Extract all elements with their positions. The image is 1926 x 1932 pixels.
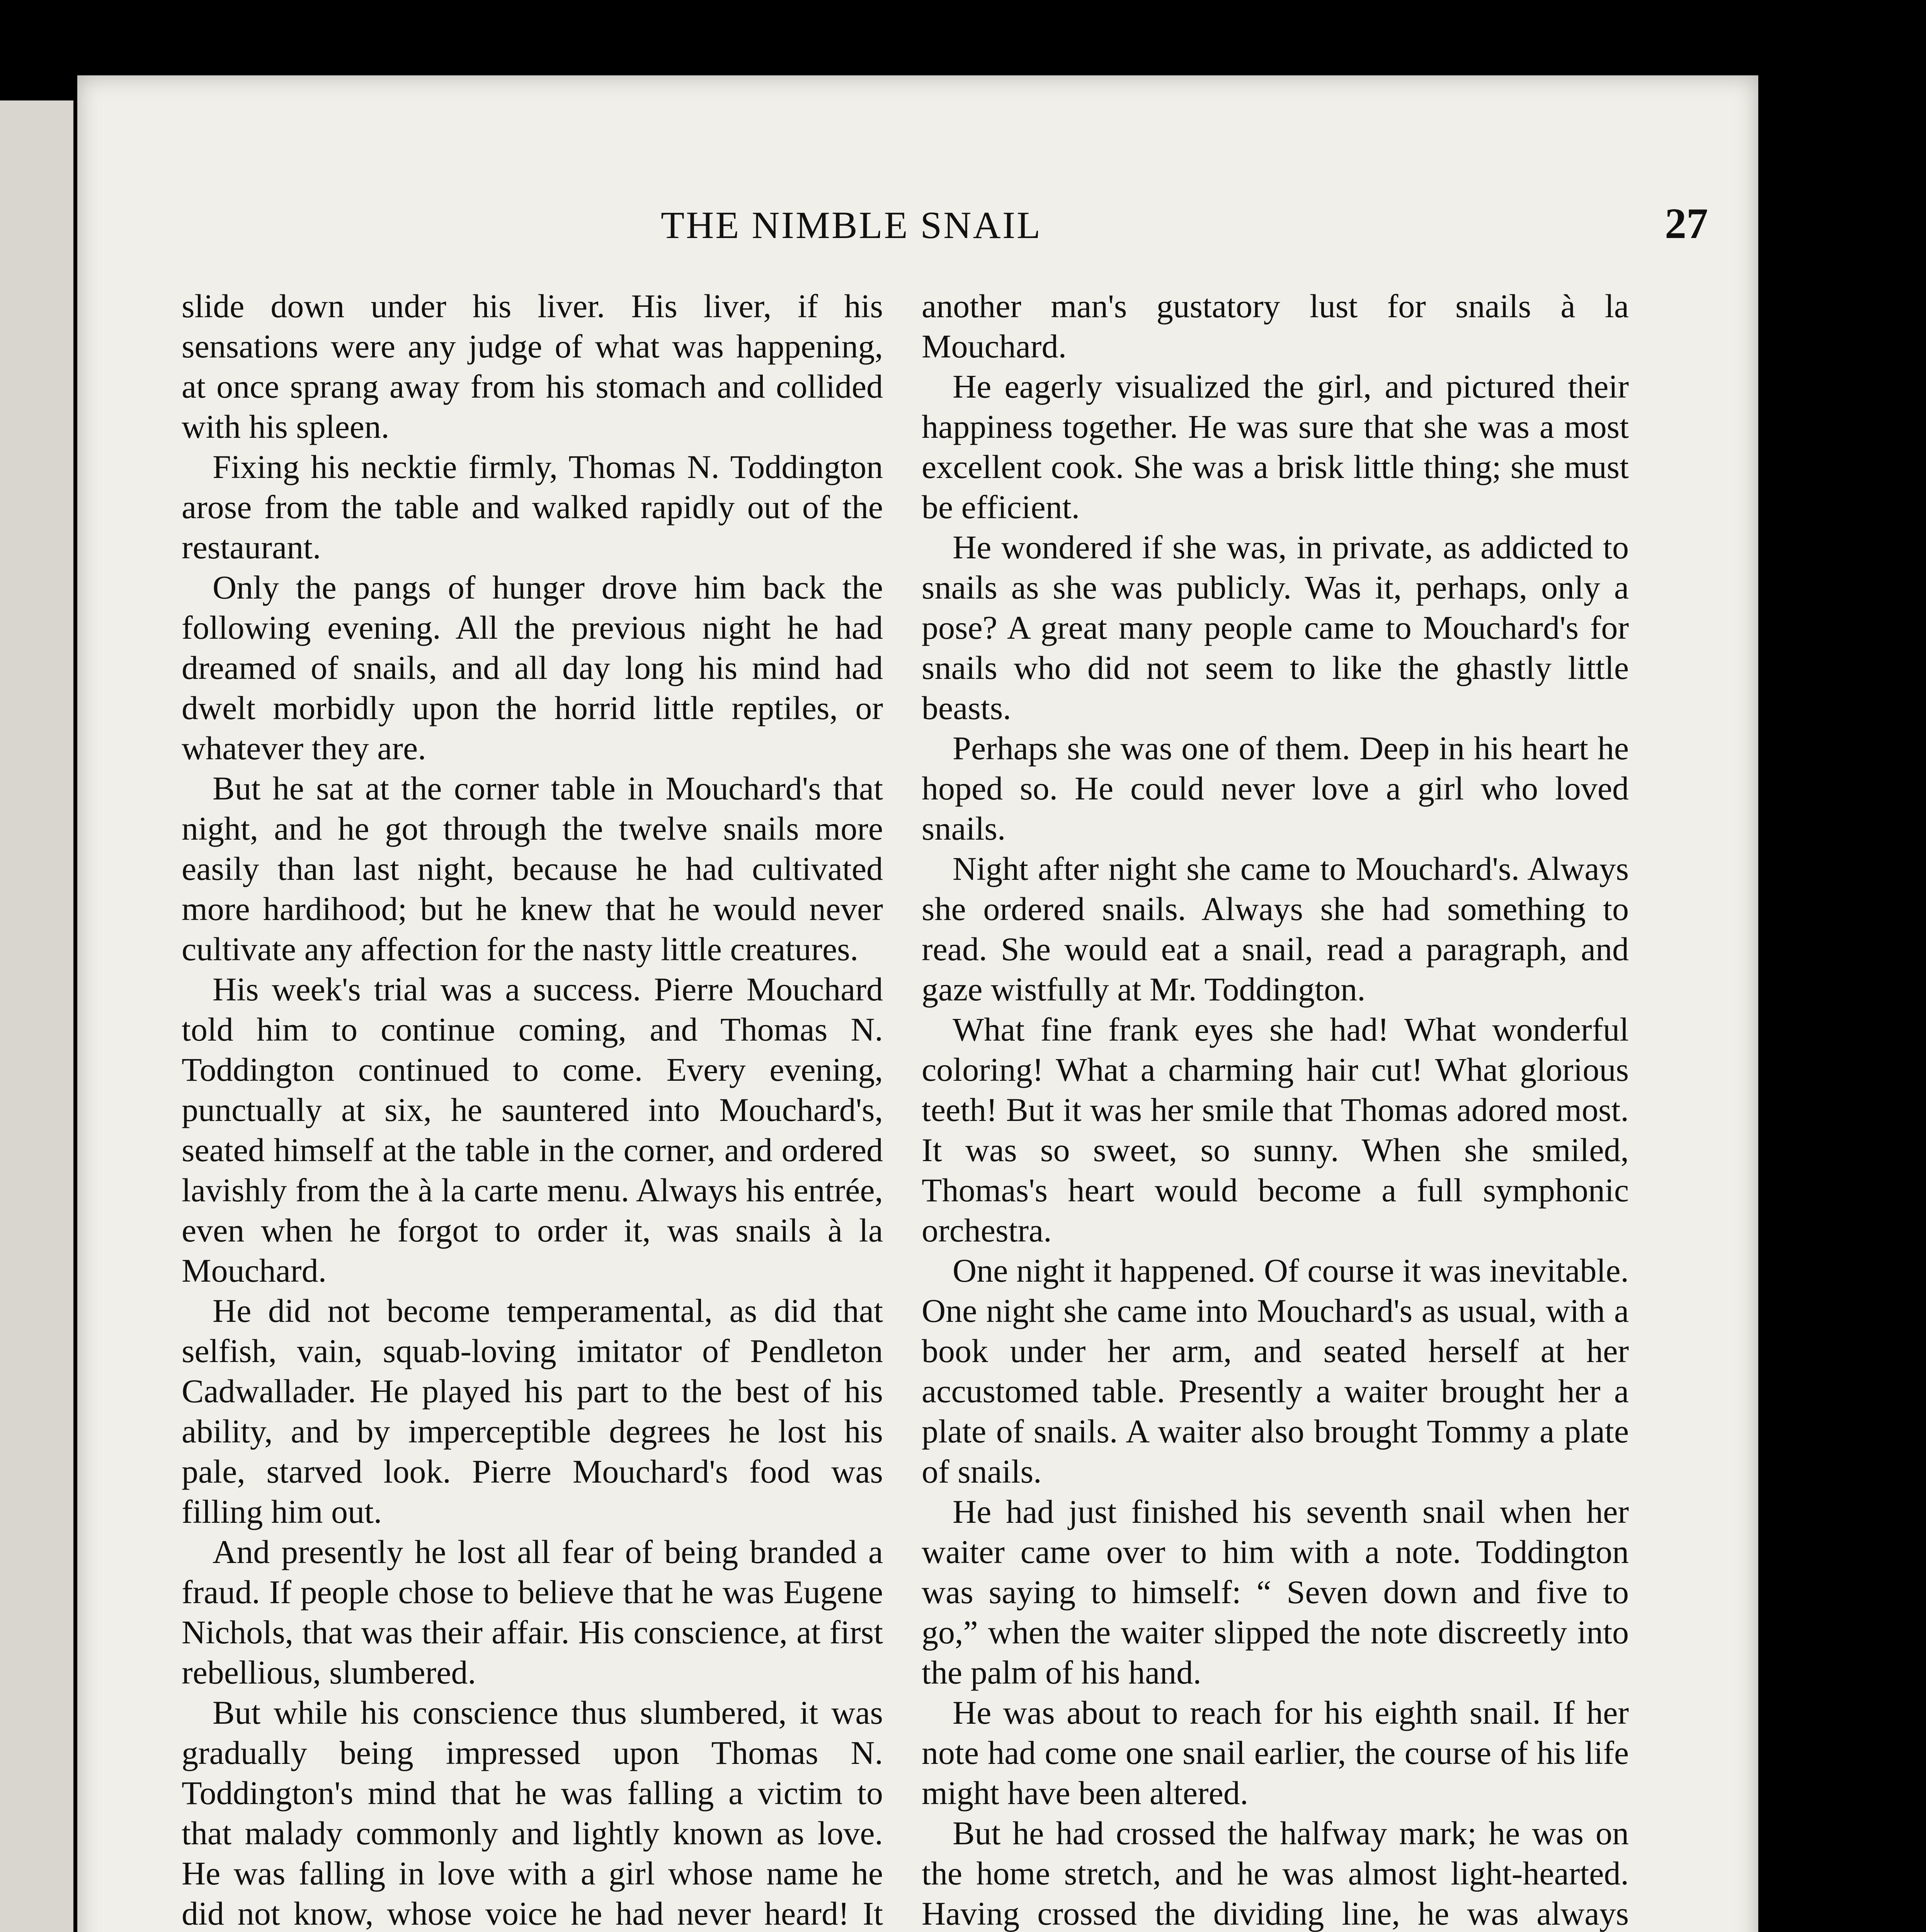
paragraph: slide down under his liver. His liver, if his sensations were any judge of what was happening, at once sprang away from his stomach and collided with his spleen. xyxy=(182,287,883,445)
paragraph: But while his conscience thus slumbered, it was gradually being impressed upon Thomas N. Toddington's mind that he was falling a victim to that malady commonly and lightly known as love. He was falling in love with a girl whose name he did not know, whose voice he had never heard! It xyxy=(182,1694,883,1932)
paragraph: Fixing his necktie firmly, Thomas N. Toddington arose from the table and walked rapidly out of the restaurant. xyxy=(182,448,883,566)
running-title: THE NIMBLE SNAIL xyxy=(661,204,1042,247)
paragraph: His week's trial was a success. Pierre Mouchard told him to continue coming, and Thomas N. Toddington continued to come. Every evening, punctually at six, he sauntered into Mouchard's, seated himself at the table in the corner, and ordered lavishly from the à la carte menu. Always his entrée, even when he forgot to order it, was snails à la Mouchard. xyxy=(182,971,883,1289)
paragraph: He wondered if she was, in private, as addicted to snails as she was publicly. Was it, perhaps, only a pose? A great many people came to Mouchard's for snails who did not seem to like the ghastly little beasts. xyxy=(922,529,1629,726)
paragraph: He was about to reach for his eighth snail. If her note had come one snail earlier, the course of his life might have been altered. xyxy=(922,1694,1629,1811)
page-header xyxy=(77,200,1758,265)
paragraph: another man's gustatory lust for snails à la Mouchard. xyxy=(922,287,1629,365)
paragraph: One night it happened. Of course it was inevitable. One night she came into Mouchard's as usual, with a book under her arm, and seated herself at her accustomed table. Presently a waiter brought her a plate of snails. A waiter also brought Tommy a plate of snails. xyxy=(922,1252,1629,1490)
paragraph: What fine frank eyes she had! What wonderful coloring! What a charming hair cut! What glorious teeth! But it was her smile that Thomas adored most. It was so sweet, so sunny. When she smiled, Thomas's heart would become a full symphonic orchestra. xyxy=(922,1011,1629,1249)
paragraph: Only the pangs of hunger drove him back the following evening. All the previous night he had dreamed of snails, and all day long his mind had dwelt morbidly upon the horrid little reptiles, or whatever they are. xyxy=(182,569,883,767)
page-number: 27 xyxy=(1665,200,1708,248)
paragraph: Night after night she came to Mouchard's. Always she ordered snails. Always she had something to read. She would eat a snail, read a paragraph, and gaze wistfully at Mr. Toddington. xyxy=(922,850,1629,1008)
left-column xyxy=(182,286,883,1932)
paragraph: He had just finished his seventh snail when her waiter came over to him with a note. Toddington was saying to himself: “ Seven down and five to go,” when the waiter slipped the note discreetly into the palm of his hand. xyxy=(922,1493,1629,1691)
adjacent-page-edge xyxy=(0,100,73,1932)
paragraph: Perhaps she was one of them. Deep in his heart he hoped so. He could never love a girl who loved snails. xyxy=(922,730,1629,847)
paragraph: He did not become temperamental, as did that selfish, vain, squab-loving imitator of Pendleton Cadwallader. He played his part to the best of his ability, and by imperceptible degrees he lost his pale, starved look. Pierre Mouchard's food was filling him out. xyxy=(182,1292,883,1530)
paragraph: But he had crossed the halfway mark; he was on the home stretch, and he was almost light-hearted. Having crossed the dividing line, he was always xyxy=(922,1815,1629,1932)
paragraph: And presently he lost all fear of being branded a fraud. If people chose to believe that he was Eugene Nichols, that was their affair. His conscience, at first rebellious, slumbered. xyxy=(182,1533,883,1691)
paragraph: But he sat at the corner table in Mouchard's that night, and he got through the twelve snails more easily than last night, because he had cultivated more hardihood; but he knew that he would never cultivate any affection for the nasty little creatures. xyxy=(182,770,883,968)
right-column xyxy=(922,286,1629,1932)
book-page xyxy=(77,75,1758,1932)
paragraph: He eagerly visualized the girl, and pictured their happiness together. He was sure that she was a most excellent cook. She was a brisk little thing; she must be efficient. xyxy=(922,368,1629,526)
